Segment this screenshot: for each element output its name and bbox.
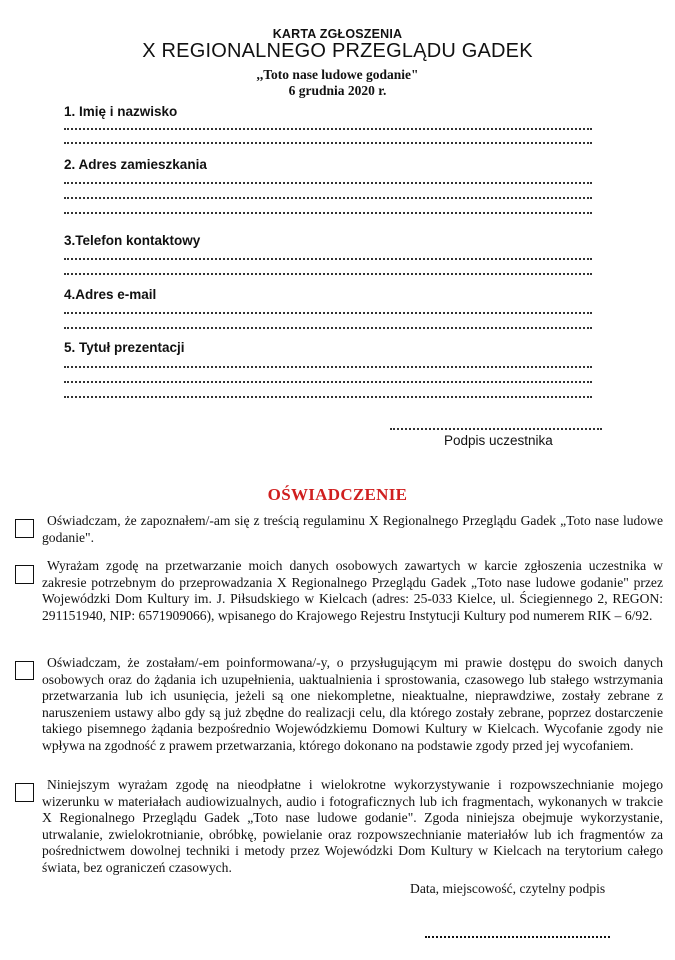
field-label-address: 2. Adres zamieszkania (64, 157, 207, 172)
consent-checkbox-image-rights[interactable] (15, 783, 34, 802)
field-label-title: 5. Tytuł prezentacji (64, 340, 185, 355)
final-signature-line[interactable] (425, 936, 610, 938)
declaration-text-image-rights: Niniejszym wyrażam zgodę na nieodpłatne i wielokrotne wykorzystywanie i rozpowszechnianie mojego wizerunku w materiałach audiowizualnych, audio i fotograficznych lub ich fragmentach, wykonanych w trakcie X Regionalnego Przeglądu Gadek „Toto nase ludowe godanie". Zgoda niniejsza obejmuje wykorzystanie, utrwalanie, zwielokrotnianie, obróbkę, powielanie oraz rozpowszechnianie materiałów lub ich fragmentów za pośrednictwem dowolnej techniki i metody przez Wojewódzki Dom Kultury w Kielcach na terytorium całego świata, bez ograniczeń czasowych. (42, 777, 663, 875)
participant-signature-line[interactable] (390, 428, 602, 430)
declaration-text-data-processing: Wyrażam zgodę na przetwarzanie moich danych osobowych zawartych w karcie zgłoszenia uczestnika w zakresie potrzebnym do przeprowadzania X Regionalnego Przeglądu Gadek „Toto nase ludowe godanie" przez Wojewódzki Dom Kultury im. J. Piłsudskiego w Kielcach (adres: 25-033 Kielce, ul. Ściegiennego 2, REGON: 291151940, NIP: 6571909066), wpisanego do Krajowego Rejestru Instytucji Kultury pod numerem RIK – 6/92. (42, 558, 663, 623)
phone-input-line[interactable] (64, 273, 592, 275)
form-title-small: KARTA ZGŁOSZENIA (272, 27, 403, 41)
field-label-phone: 3.Telefon kontaktowy (64, 233, 201, 248)
title-input-line[interactable] (64, 366, 592, 368)
address-input-line[interactable] (64, 197, 592, 199)
title-input-line[interactable] (64, 396, 592, 398)
address-input-line[interactable] (64, 212, 592, 214)
title-input-line[interactable] (64, 381, 592, 383)
event-subtitle: ,,Toto nase ludowe godanie" (256, 67, 419, 82)
final-signature-label: Data, miejscowość, czytelny podpis (410, 881, 606, 896)
name-input-line[interactable] (64, 142, 592, 144)
declaration-title: OŚWIADCZENIE (267, 485, 408, 504)
email-input-line[interactable] (64, 312, 592, 314)
address-input-line[interactable] (64, 182, 592, 184)
participant-signature-label: Podpis uczestnika (444, 433, 553, 448)
phone-input-line[interactable] (64, 258, 592, 260)
declaration-text-regulations: Oświadczam, że zapoznałem/-am się z treścią regulaminu X Regionalnego Przeglądu Gadek „Toto nase ludowe godanie". (42, 513, 663, 545)
consent-checkbox-regulations[interactable] (15, 519, 34, 538)
name-input-line[interactable] (64, 128, 592, 130)
email-input-line[interactable] (64, 327, 592, 329)
consent-checkbox-data-processing[interactable] (15, 565, 34, 584)
consent-checkbox-data-rights[interactable] (15, 661, 34, 680)
event-date: 6 grudnia 2020 r. (288, 83, 387, 98)
form-title-main: X REGIONALNEGO PRZEGLĄDU GADEK (142, 40, 533, 62)
field-label-email: 4.Adres e-mail (64, 287, 157, 302)
declaration-text-data-rights: Oświadczam, że zostałam/-em poinformowana/-y, o przysługującym mi prawie dostępu do swoich danych osobowych oraz do żądania ich uzupełnienia, uaktualnienia i sprostowania, czasowego lub stałego wstrzymania przetwarzania lub ich usunięcia, jeżeli są one niekompletne, nieaktualne, nieprawdziwe, zostały zebrane z naruszeniem ustawy albo gdy są już zbędne do realizacji celu, dla którego zostały zebrane, poprzez dostarczenie takiego pisemnego żądania bezpośrednio Wojewódzkiemu Domowi Kultury w Kielcach. Wycofanie zgody nie wpływa na zgodność z prawem przetwarzania, którego dokonano na podstawie zgody przed jej wycofaniem. (42, 655, 663, 753)
field-label-name: 1. Imię i nazwisko (64, 104, 178, 119)
